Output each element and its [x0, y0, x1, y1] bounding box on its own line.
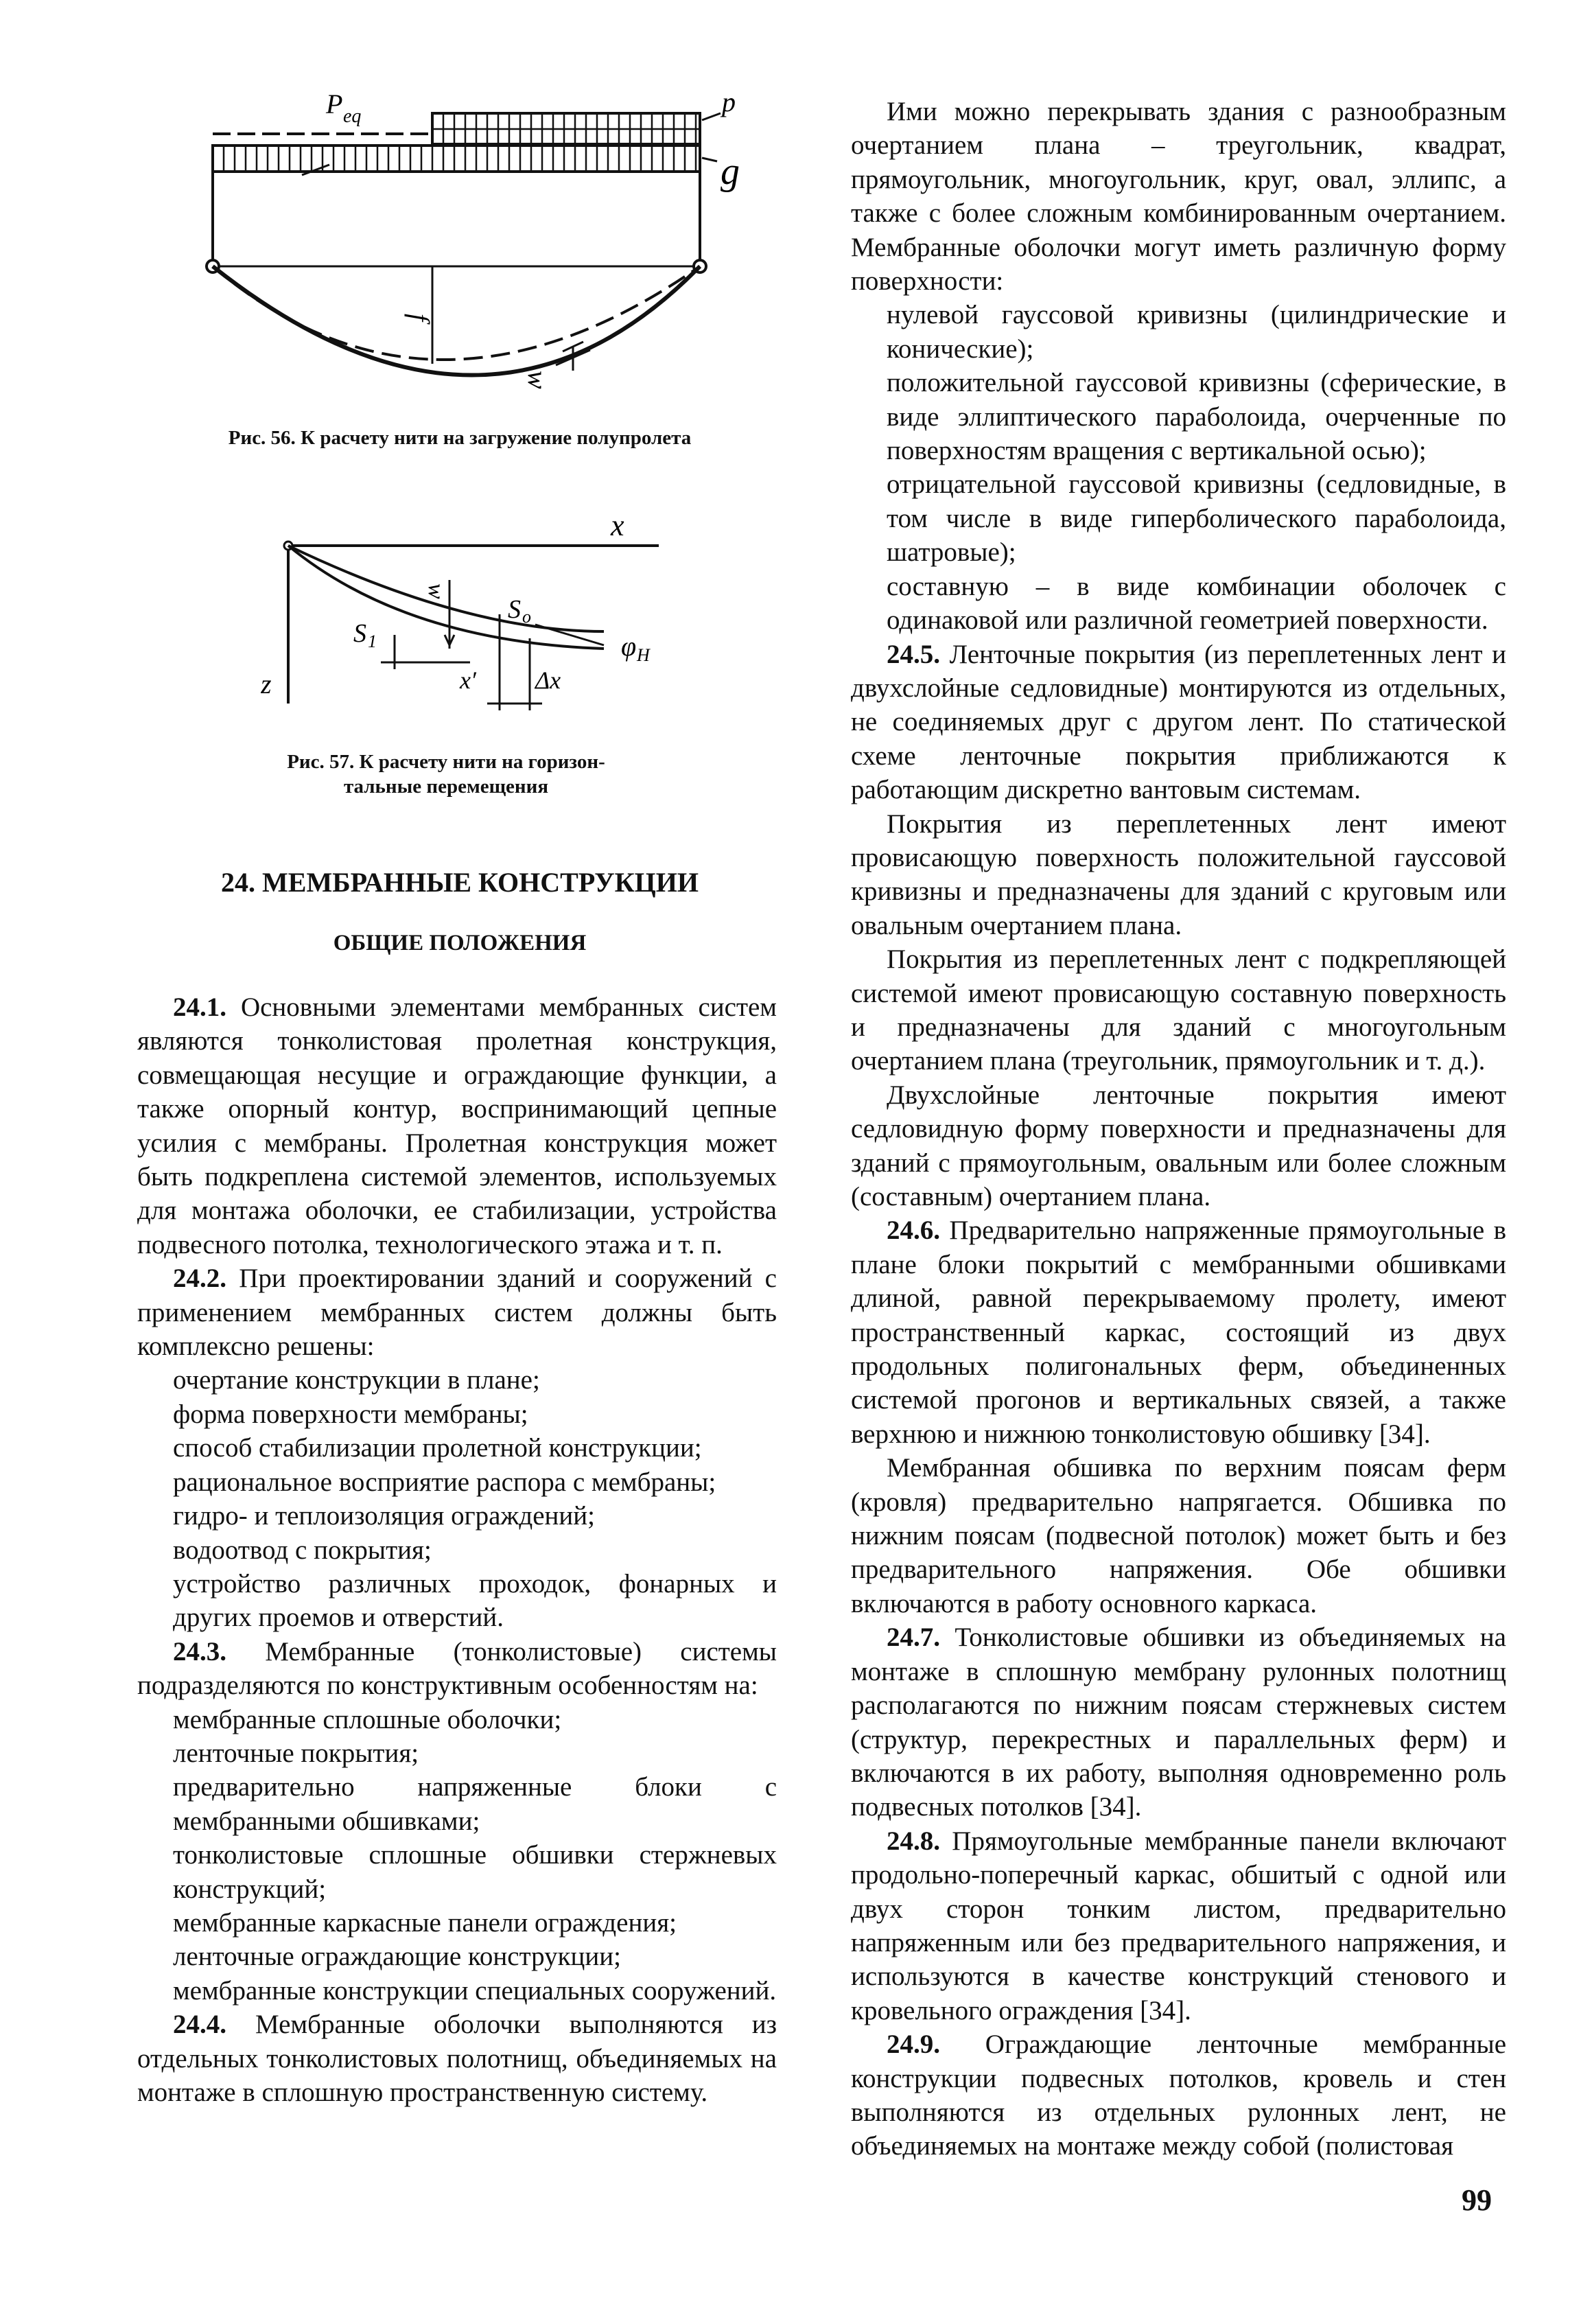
list-item: способ стабилизации пролетной конструкции;	[173, 1433, 702, 1463]
figure-56-caption: Рис. 56. К расчету нити на загружение полупролета	[228, 427, 692, 449]
figure-57-caption-line2: тальные перемещения	[343, 776, 549, 798]
paragraph-number: 24.1.	[173, 992, 226, 1022]
paragraph: Покрытия из переплетенных лент с подкрепляющей системой имеют провисающую составную поверхность и предназначены для зданий с многоугольным очертанием плана (треугольник, прямоугольник и т. д.).	[851, 944, 1506, 1076]
paragraph-text: Мембранные (тонколистовые) системы подразделяются по конструктивным особенностям на:	[137, 1636, 777, 1701]
paragraph-text: Тонколистовые обшивки из объединяемых на монтаже в сплошную мембрану рулонных полотнищ располагаются по нижним поясам стержневых систем (структур, перекрестных и параллельных ферм) и включаются в их работу, выполняя одновременно роль подвесных потолков [34].	[851, 1623, 1506, 1822]
label-s1-sub: 1	[368, 631, 377, 651]
numbered-paragraph	[137, 1262, 777, 1363]
figure-57-caption-line1: Рис. 57. К расчету нити на горизон-	[287, 751, 605, 773]
subsection-title: ОБЩИЕ ПОЛОЖЕНИЯ	[333, 931, 587, 955]
left-text-body	[137, 990, 777, 2109]
list-item: отрицательной гауссовой кривизны (седловидные, в том числе в виде гиперболического параболоида, шатровые);	[887, 469, 1506, 568]
numbered-paragraph	[137, 1635, 777, 1703]
list-item: положительной гауссовой кривизны (сферические, в виде эллиптического параболоида, очерченные по поверхностям вращения с вертикальной осью);	[887, 368, 1506, 466]
figure-57-caption	[206, 750, 686, 799]
label-xprime: x′	[460, 666, 476, 694]
paragraph: Мембранная обшивка по верхним поясам ферм (кровля) предварительно напрягается. Обшивка по нижним поясам (подвесной потолок) может быть и без предварительного напряжения. Обе обшивки включаются в работу основного каркаса.	[851, 1453, 1506, 1618]
list-item: рациональное восприятие распора с мембраны;	[173, 1467, 716, 1497]
paragraph-text: Ленточные покрытия (из переплетенных лент и двухслойные седловидные) монтируются из отдельных, не соединяемых друг с другом лент. По статической схеме ленточные покрытия приближаются к работающим дискретно вантовым системам.	[851, 639, 1506, 805]
paragraph-number: 24.8.	[887, 1826, 940, 1856]
numbered-paragraph	[851, 2027, 1506, 2163]
paragraph: Ими можно перекрывать здания с разнообразным очертанием плана – треугольник, квадрат, прямоугольник, многоугольник, круг, овал, эллипс, а также с более сложным комбинированным очертанием. Мембранные оболочки могут иметь различную форму поверхности:	[851, 97, 1506, 297]
right-text-body	[851, 95, 1506, 2163]
label-z-axis: z	[261, 669, 272, 699]
paragraph-number: 24.5.	[887, 639, 940, 669]
label-dx: Δx	[535, 666, 561, 694]
paragraph-number: 24.6.	[887, 1216, 940, 1246]
paragraph-number: 24.9.	[887, 2030, 940, 2060]
paragraph-number: 24.2.	[173, 1264, 226, 1294]
numbered-paragraph	[851, 1824, 1506, 2027]
label-p: p	[722, 86, 736, 117]
numbered-paragraph	[137, 990, 777, 1262]
label-s0: S	[508, 595, 521, 624]
list-item: составную – в виде комбинации оболочек с одинаковой или различной геометрией поверхности.	[887, 571, 1506, 636]
paragraph: Покрытия из переплетенных лент имеют провисающую поверхность положительной гауссовой кривизны и предназначены для зданий с круговым или овальным очертанием плана.	[851, 809, 1506, 940]
list-item: ленточные покрытия;	[173, 1738, 419, 1768]
section-title: 24. МЕМБРАННЫЕ КОНСТРУКЦИИ	[221, 867, 699, 898]
list-item: предварительно напряженные блоки с мембранными обшивками;	[173, 1772, 777, 1836]
paragraph-text: Ограждающие ленточные мембранные конструкции подвесных потолков, кровель и стен выполняются из отдельных рулонных лент, не объединяемых на монтаже между собой (полистовая	[851, 2030, 1506, 2161]
label-w: w	[522, 371, 553, 389]
paragraph: Двухслойные ленточные покрытия имеют седловидную форму поверхности и предназначены для зданий с прямоугольным, овальным или более сложным (составным) очертанием плана.	[851, 1080, 1506, 1211]
label-p-eq-sub: eq	[343, 106, 362, 127]
label-p-eq: P	[326, 89, 343, 119]
numbered-paragraph	[851, 1620, 1506, 1824]
label-g: g	[721, 150, 740, 193]
list-item: очертание конструкции в плане;	[173, 1365, 540, 1395]
paragraph-number: 24.3.	[173, 1636, 226, 1666]
list-item: мембранные сплошные оболочки;	[173, 1704, 562, 1734]
label-s0-sub: o	[522, 607, 531, 627]
paragraph-number: 24.4.	[173, 2010, 226, 2040]
paragraph-text: Основными элементами мембранных систем являются тонколистовая пролетная конструкция, совмещающая несущие и ограждающие функции, а также опорный контур, воспринимающий цепные усилия с мембраны. Пролетная конструкция может быть подкреплена системой элементов, используемых для монтажа оболочки, ее стабилизации, устройства подвесного потолка, технологического этажа и т. п.	[137, 992, 777, 1259]
label-w: w	[423, 583, 449, 599]
label-x-axis: x	[611, 511, 624, 542]
paragraph-text: Прямоугольные мембранные панели включают продольно-поперечный каркас, обшитый с одной или двух сторон тонким листом, предварительно напряженным или без предварительного напряжения, и используются в качестве конструкций стенового и кровельного ограждения [34].	[851, 1826, 1506, 2025]
paragraph-text: Мембранные оболочки выполняются из отдельных тонколистовых полотнищ, объединяемых на монтаже в сплошную пространственную систему.	[137, 2010, 777, 2107]
numbered-paragraph	[137, 2008, 777, 2109]
label-s1: S	[353, 619, 366, 648]
paragraph-text: Предварительно напряженные прямоугольные в плане блоки покрытий с мембранными обшивками длиной, равной перекрываемому пролету, имеют пространственный каркас, состоящий из двух продольных полигональных ферм, объединенных системой прогонов и вертикальных связей, а также верхнюю и нижнюю тонколистовую обшивку [34].	[851, 1216, 1506, 1449]
label-phi: φ	[621, 631, 637, 662]
list-item: водоотвод с покрытия;	[173, 1535, 432, 1565]
list-item: тонколистовые сплошные обшивки стержневых конструкций;	[173, 1840, 777, 1904]
figure-57-diagram	[261, 511, 707, 724]
list-item: форма поверхности мембраны;	[173, 1399, 528, 1429]
numbered-paragraph	[851, 1213, 1506, 1451]
label-f: f	[404, 314, 435, 322]
numbered-paragraph	[851, 638, 1506, 807]
label-phi-sub: H	[637, 645, 650, 665]
figure-56-diagram	[199, 82, 748, 426]
paragraph-number: 24.7.	[887, 1623, 940, 1653]
list-item: устройство различных проходок, фонарных и других проемов и отверстий.	[173, 1568, 777, 1633]
page-number: 99	[1462, 2183, 1492, 2217]
list-item: нулевой гауссовой кривизны (цилиндрические и конические);	[887, 300, 1506, 364]
list-item: мембранные каркасные панели ограждения;	[173, 1907, 677, 1938]
paragraph-text: При проектировании зданий и сооружений с применением мембранных систем должны быть комплексно решены:	[137, 1264, 777, 1362]
list-item: ленточные ограждающие конструкции;	[173, 1942, 621, 1972]
list-item: гидро- и теплоизоляция ограждений;	[173, 1501, 595, 1531]
list-item: мембранные конструкции специальных сооружений.	[173, 1975, 777, 2006]
